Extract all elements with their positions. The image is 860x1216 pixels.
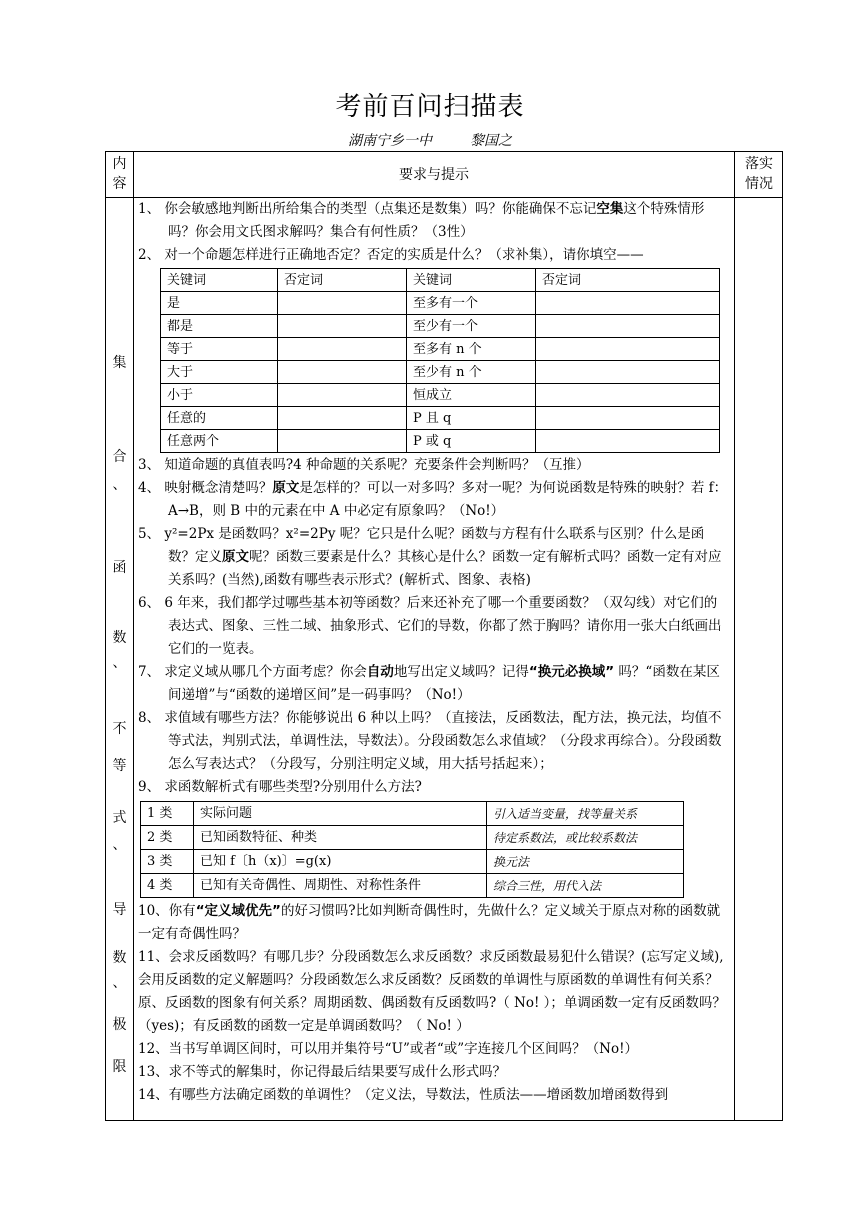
table-row: 是 至多有一个 bbox=[161, 292, 720, 315]
side-char: 数 bbox=[112, 950, 127, 966]
side-char: 极 bbox=[112, 1017, 127, 1033]
function-types-table bbox=[140, 801, 684, 898]
scan-table bbox=[105, 151, 783, 1121]
header-col1-top: 内 bbox=[112, 156, 127, 172]
item-4: 4、 映射概念清楚吗？原文是怎样的？可以一对多吗？多对一呢？为何说函数是特殊的映射？若 f：A→B，则 B 中的元素在中 A 中必定有原象吗？（No!） bbox=[138, 480, 728, 519]
side-char: 式 bbox=[112, 810, 127, 826]
item-11: 11、会求反函数吗？有哪几步？分段函数怎么求反函数？求反函数最易犯什么错误？(忘写定义域),会用反函数的定义解题吗？分段函数怎么求反函数？反函数的单调性与原函数的单调性有何关系？原、反函数的图象有何关系？周期函数、偶函数有反函数吗?（ No! ）；单调函数一定有反函数吗？（yes)；有反函数的函数一定是单调函数吗？（ No! ） bbox=[138, 949, 726, 1034]
table-row: 等于 至多有 n 个 bbox=[161, 338, 720, 361]
side-char: 限 bbox=[112, 1059, 127, 1075]
item-9: 9、 求函数解析式有哪些类型?分别用什么方法? bbox=[138, 779, 422, 795]
side-char: 数 bbox=[112, 630, 127, 646]
table-row: 1 类 实际问题 引入适当变量，找等量关系 bbox=[141, 802, 684, 826]
item-3: 3、 知道命题的真值表吗?4 种命题的关系呢？充要条件会判断吗？（互推） bbox=[138, 457, 590, 473]
author-line bbox=[0, 130, 860, 150]
side-char: 、 bbox=[112, 837, 127, 853]
header-col3-top: 落实 bbox=[745, 156, 773, 172]
table-row: 小于 恒成立 bbox=[161, 384, 720, 407]
author-name: 黎国之 bbox=[470, 133, 512, 149]
table-row: 3 类 已知 f〔h（x)〕=g(x) 换元法 bbox=[141, 850, 684, 874]
item-2: 2、 对一个命题怎样进行正确地否定？否定的实质是什么？（求补集），请你填空—— bbox=[138, 247, 644, 263]
side-char: 集 bbox=[112, 355, 127, 371]
item-10: 10、你有“定义域优先”的好习惯吗?比如判断奇偶性时，先做什么？定义域关于原点对称的函数就一定有奇偶性吗？ bbox=[138, 903, 721, 942]
header-requirements: 要求与提示 bbox=[399, 167, 469, 183]
side-char: 、 bbox=[112, 975, 127, 991]
item-12: 12、当书写单调区间时，可以用并集符号“U”或者“或”字连接几个区间吗？（No!） bbox=[138, 1041, 639, 1057]
author-school: 湖南宁乡一中 bbox=[348, 133, 432, 149]
side-char: 函 bbox=[112, 560, 127, 576]
requirements-content bbox=[138, 198, 730, 1107]
side-char: 合 bbox=[112, 449, 127, 465]
header-content-col bbox=[106, 154, 133, 194]
side-char: 、 bbox=[112, 477, 127, 493]
table-row: 任意两个 P 或 q bbox=[161, 430, 720, 453]
table-row: 2 类 已知函数特征、种类 待定系数法，或比较系数法 bbox=[141, 826, 684, 850]
item-7: 7、 求定义域从哪几个方面考虑？你会自动地写出定义域吗？记得“换元必换域” 吗？“函数在某区间递增”与“函数的递增区间”是一码事吗？（No!） bbox=[138, 664, 720, 703]
header-status-col bbox=[735, 154, 783, 194]
table-row: 都是 至少有一个 bbox=[161, 315, 720, 338]
table-row: 任意的 P 且 q bbox=[161, 407, 720, 430]
table-header-row: 关键词 否定词 关键词 否定词 bbox=[161, 269, 720, 292]
side-char: 不 bbox=[112, 721, 127, 737]
item-14: 14、有哪些方法确定函数的单调性？（定义法，导数法，性质法——增函数加增函数得到 bbox=[138, 1087, 669, 1103]
side-char: 导 bbox=[112, 902, 127, 918]
item-1: 1、 你会敏感地判断出所给集合的类型（点集还是数集）吗？你能确保不忘记空集这个特殊情形吗？你会用文氏图求解吗？集合有何性质？（3性） bbox=[138, 201, 705, 240]
header-col3-bottom: 情况 bbox=[745, 176, 773, 192]
negation-table bbox=[160, 268, 720, 453]
side-char: 等 bbox=[112, 758, 127, 774]
item-13: 13、求不等式的解集时，你记得最后结果要写成什么形式吗？ bbox=[138, 1064, 507, 1080]
item-8: 8、 求值域有哪些方法？你能够说出 6 种以上吗？（直接法，反函数法，配方法，换元法，均值不等式法，判别式法，单调性法，导数法）。分段函数怎么求值域？（分段求再综合）。分段函数怎么写表达式？（分段写，分别注明定义域，用大括号括起来）； bbox=[138, 710, 722, 772]
item-6: 6、 6 年来，我们都学过哪些基本初等函数？后来还补充了哪一个重要函数？（双勾线）对它们的表达式、图象、三性二域、抽象形式、它们的导数，你都了然于胸吗？请你用一张大白纸画出它们的一览表。 bbox=[138, 595, 722, 657]
table-row: 大于 至少有 n 个 bbox=[161, 361, 720, 384]
page-title: 考前百问扫描表 bbox=[335, 92, 525, 122]
side-char: 、 bbox=[112, 655, 127, 671]
header-col1-bottom: 容 bbox=[112, 176, 127, 192]
table-row: 4 类 已知有关奇偶性、周期性、对称性条件 综合三性，用代入法 bbox=[141, 874, 684, 898]
item-5: 5、 y²=2Px 是函数吗？x²=2Py 呢？它只是什么呢？函数与方程有什么联系与区别？什么是函数？定义原文呢？函数三要素是什么？其核心是什么？函数一定有解析式吗？函数一定有对应关系吗？(当然),函数有哪些表示形式？(解析式、图象、表格) bbox=[138, 526, 722, 588]
